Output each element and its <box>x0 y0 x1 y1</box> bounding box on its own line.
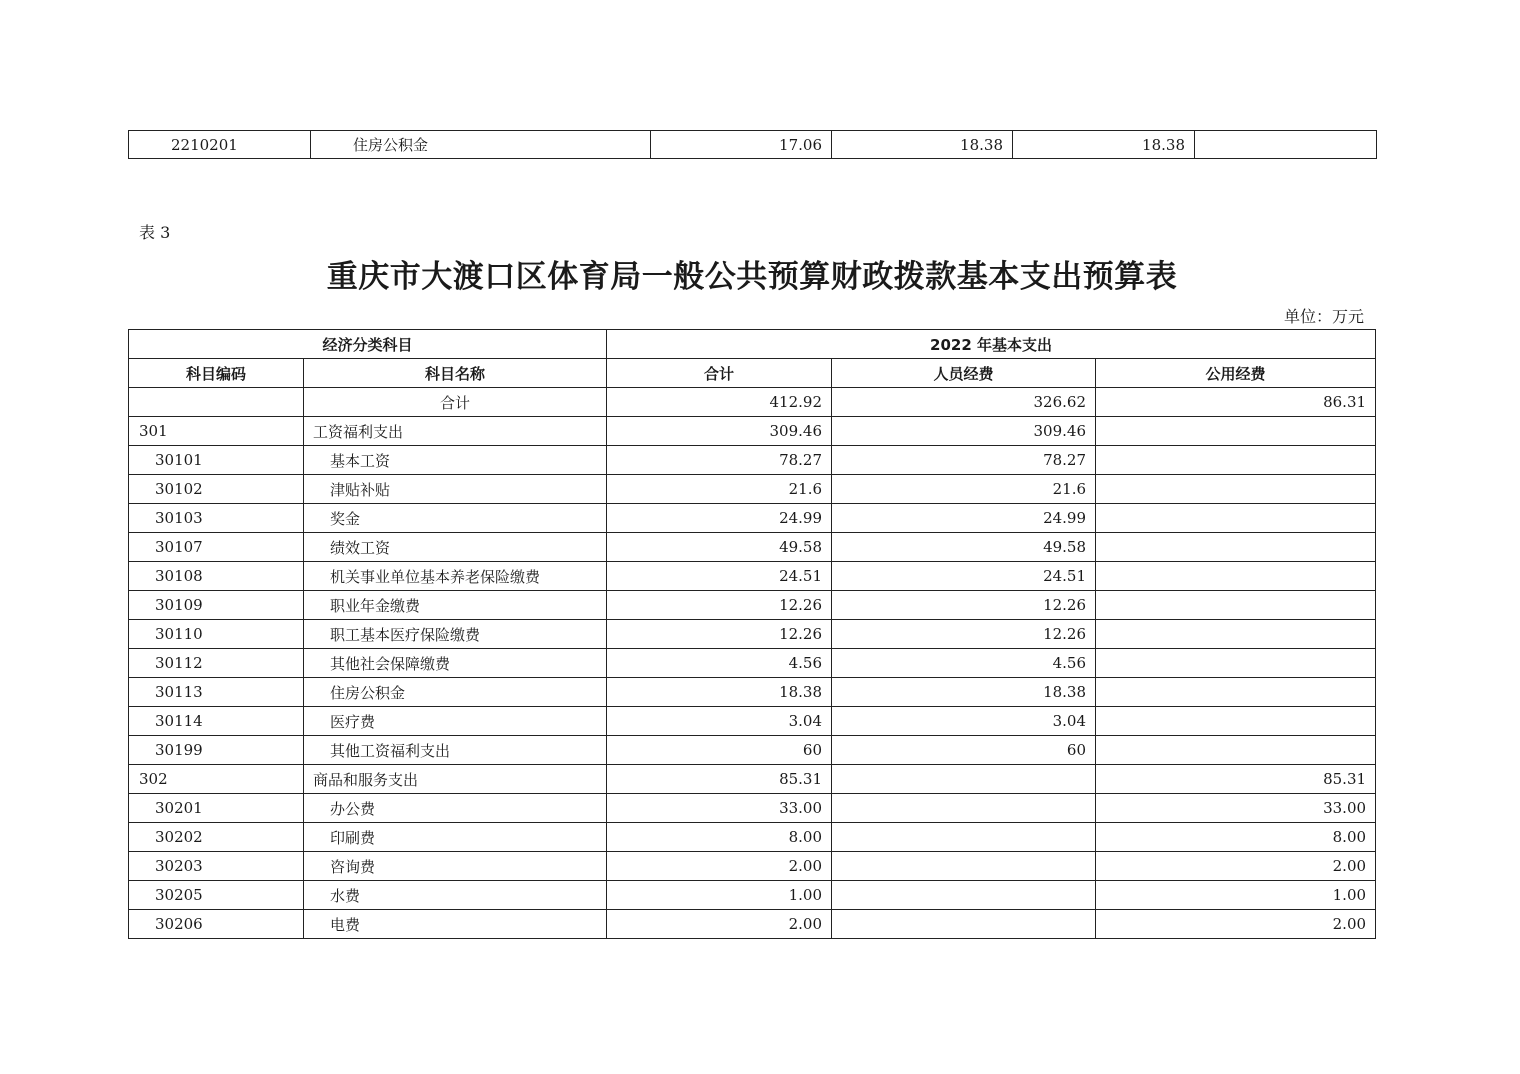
table-row <box>129 533 1376 562</box>
subject-name-cell: 津贴补贴 <box>304 475 607 504</box>
subject-code-cell: 30109 <box>129 591 304 620</box>
subject-name-cell: 其他工资福利支出 <box>304 736 607 765</box>
public-cell <box>1096 562 1376 591</box>
table-row <box>129 881 1376 910</box>
personnel-cell: 60 <box>832 736 1096 765</box>
personnel-cell: 3.04 <box>832 707 1096 736</box>
table-row <box>129 707 1376 736</box>
subject-name-cell: 职业年金缴费 <box>304 591 607 620</box>
subject-code-cell: 30205 <box>129 881 304 910</box>
subject-name-cell: 工资福利支出 <box>304 417 607 446</box>
public-cell: 86.31 <box>1096 388 1376 417</box>
subject-code-cell: 30113 <box>129 678 304 707</box>
personnel-cell: 309.46 <box>832 417 1096 446</box>
header-public: 公用经费 <box>1096 359 1376 388</box>
subject-code-cell: 30112 <box>129 649 304 678</box>
header-subject-name: 科目名称 <box>304 359 607 388</box>
total-cell: 78.27 <box>607 446 832 475</box>
personnel-cell: 12.26 <box>832 591 1096 620</box>
total-cell: 24.99 <box>607 504 832 533</box>
subject-code-cell: 302 <box>129 765 304 794</box>
subject-code-cell: 30102 <box>129 475 304 504</box>
public-cell <box>1096 591 1376 620</box>
subject-code-cell: 30201 <box>129 794 304 823</box>
total-cell: 4.56 <box>607 649 832 678</box>
public-cell <box>1096 736 1376 765</box>
table-number-label: 表 3 <box>139 223 171 242</box>
subject-code-cell: 301 <box>129 417 304 446</box>
public-cell: 2.00 <box>1096 852 1376 881</box>
public-cell: 85.31 <box>1096 765 1376 794</box>
table-row <box>129 591 1376 620</box>
public-cell <box>1096 620 1376 649</box>
subject-code-cell <box>129 388 304 417</box>
personnel-cell <box>832 881 1096 910</box>
public-cell: 33.00 <box>1096 794 1376 823</box>
table-row <box>129 852 1376 881</box>
public-cell <box>1096 707 1376 736</box>
table-row <box>129 620 1376 649</box>
subject-code-cell: 30110 <box>129 620 304 649</box>
header-basic-expenditure: 2022 年基本支出 <box>607 330 1376 359</box>
table-row <box>129 736 1376 765</box>
subject-code-cell: 30108 <box>129 562 304 591</box>
subject-name-cell: 商品和服务支出 <box>304 765 607 794</box>
personnel-cell: 18.38 <box>832 678 1096 707</box>
total-cell: 412.92 <box>607 388 832 417</box>
table-row <box>129 823 1376 852</box>
header-column-row <box>129 359 1376 388</box>
personnel-cell: 21.6 <box>832 475 1096 504</box>
subject-name-cell: 咨询费 <box>304 852 607 881</box>
value-cell: 17.06 <box>651 131 832 159</box>
total-cell: 8.00 <box>607 823 832 852</box>
subject-code-cell: 30107 <box>129 533 304 562</box>
table-row <box>129 475 1376 504</box>
table-row <box>129 562 1376 591</box>
budget-table <box>128 329 1376 939</box>
total-cell: 2.00 <box>607 910 832 939</box>
subject-name-cell: 机关事业单位基本养老保险缴费 <box>304 562 607 591</box>
total-cell: 85.31 <box>607 765 832 794</box>
total-cell: 12.26 <box>607 591 832 620</box>
personnel-cell: 24.99 <box>832 504 1096 533</box>
subject-name-cell: 基本工资 <box>304 446 607 475</box>
table-row <box>129 678 1376 707</box>
public-cell <box>1096 446 1376 475</box>
public-cell: 8.00 <box>1096 823 1376 852</box>
table-row <box>129 417 1376 446</box>
subject-code-cell: 30103 <box>129 504 304 533</box>
subject-name-cell: 电费 <box>304 910 607 939</box>
subject-name-cell: 住房公积金 <box>311 131 651 159</box>
subject-name-cell: 医疗费 <box>304 707 607 736</box>
subject-name-cell: 办公费 <box>304 794 607 823</box>
public-cell <box>1096 533 1376 562</box>
total-cell: 24.51 <box>607 562 832 591</box>
table-row <box>129 794 1376 823</box>
total-cell: 3.04 <box>607 707 832 736</box>
personnel-cell: 326.62 <box>832 388 1096 417</box>
personnel-cell: 4.56 <box>832 649 1096 678</box>
table-row <box>129 131 1377 159</box>
personnel-cell <box>832 910 1096 939</box>
public-cell: 2.00 <box>1096 910 1376 939</box>
total-cell: 309.46 <box>607 417 832 446</box>
value-cell <box>1195 131 1377 159</box>
subject-name-cell: 印刷费 <box>304 823 607 852</box>
personnel-cell <box>832 794 1096 823</box>
subject-code-cell: 30101 <box>129 446 304 475</box>
public-cell <box>1096 649 1376 678</box>
total-cell: 33.00 <box>607 794 832 823</box>
previous-table-fragment <box>128 130 1377 159</box>
header-group-row <box>129 330 1376 359</box>
header-personnel: 人员经费 <box>832 359 1096 388</box>
total-cell: 12.26 <box>607 620 832 649</box>
personnel-cell: 24.51 <box>832 562 1096 591</box>
table-row <box>129 446 1376 475</box>
subject-code-cell: 30114 <box>129 707 304 736</box>
public-cell <box>1096 504 1376 533</box>
subject-name-cell: 奖金 <box>304 504 607 533</box>
header-total: 合计 <box>607 359 832 388</box>
subject-code-cell: 30203 <box>129 852 304 881</box>
total-cell: 49.58 <box>607 533 832 562</box>
subject-name-cell: 职工基本医疗保险缴费 <box>304 620 607 649</box>
subject-name-cell: 合计 <box>304 388 607 417</box>
table-row <box>129 910 1376 939</box>
subject-name-cell: 绩效工资 <box>304 533 607 562</box>
subject-code-cell: 30202 <box>129 823 304 852</box>
subject-code-cell: 30206 <box>129 910 304 939</box>
header-economic-classification: 经济分类科目 <box>129 330 607 359</box>
public-cell <box>1096 678 1376 707</box>
total-cell: 2.00 <box>607 852 832 881</box>
personnel-cell: 49.58 <box>832 533 1096 562</box>
public-cell: 1.00 <box>1096 881 1376 910</box>
total-row <box>129 388 1376 417</box>
subject-name-cell: 其他社会保障缴费 <box>304 649 607 678</box>
total-cell: 1.00 <box>607 881 832 910</box>
personnel-cell <box>832 765 1096 794</box>
unit-label: 单位：万元 <box>1283 307 1364 326</box>
personnel-cell <box>832 823 1096 852</box>
total-cell: 18.38 <box>607 678 832 707</box>
subject-code-cell: 30199 <box>129 736 304 765</box>
page-title: 重庆市大渡口区体育局一般公共预算财政拨款基本支出预算表 <box>326 259 1178 295</box>
value-cell: 18.38 <box>832 131 1013 159</box>
public-cell <box>1096 417 1376 446</box>
personnel-cell <box>832 852 1096 881</box>
table-row <box>129 649 1376 678</box>
header-subject-code: 科目编码 <box>129 359 304 388</box>
public-cell <box>1096 475 1376 504</box>
personnel-cell: 12.26 <box>832 620 1096 649</box>
value-cell: 18.38 <box>1013 131 1195 159</box>
subject-code-cell: 2210201 <box>129 131 311 159</box>
personnel-cell: 78.27 <box>832 446 1096 475</box>
subject-name-cell: 住房公积金 <box>304 678 607 707</box>
table-row <box>129 765 1376 794</box>
table-row <box>129 504 1376 533</box>
total-cell: 21.6 <box>607 475 832 504</box>
total-cell: 60 <box>607 736 832 765</box>
subject-name-cell: 水费 <box>304 881 607 910</box>
